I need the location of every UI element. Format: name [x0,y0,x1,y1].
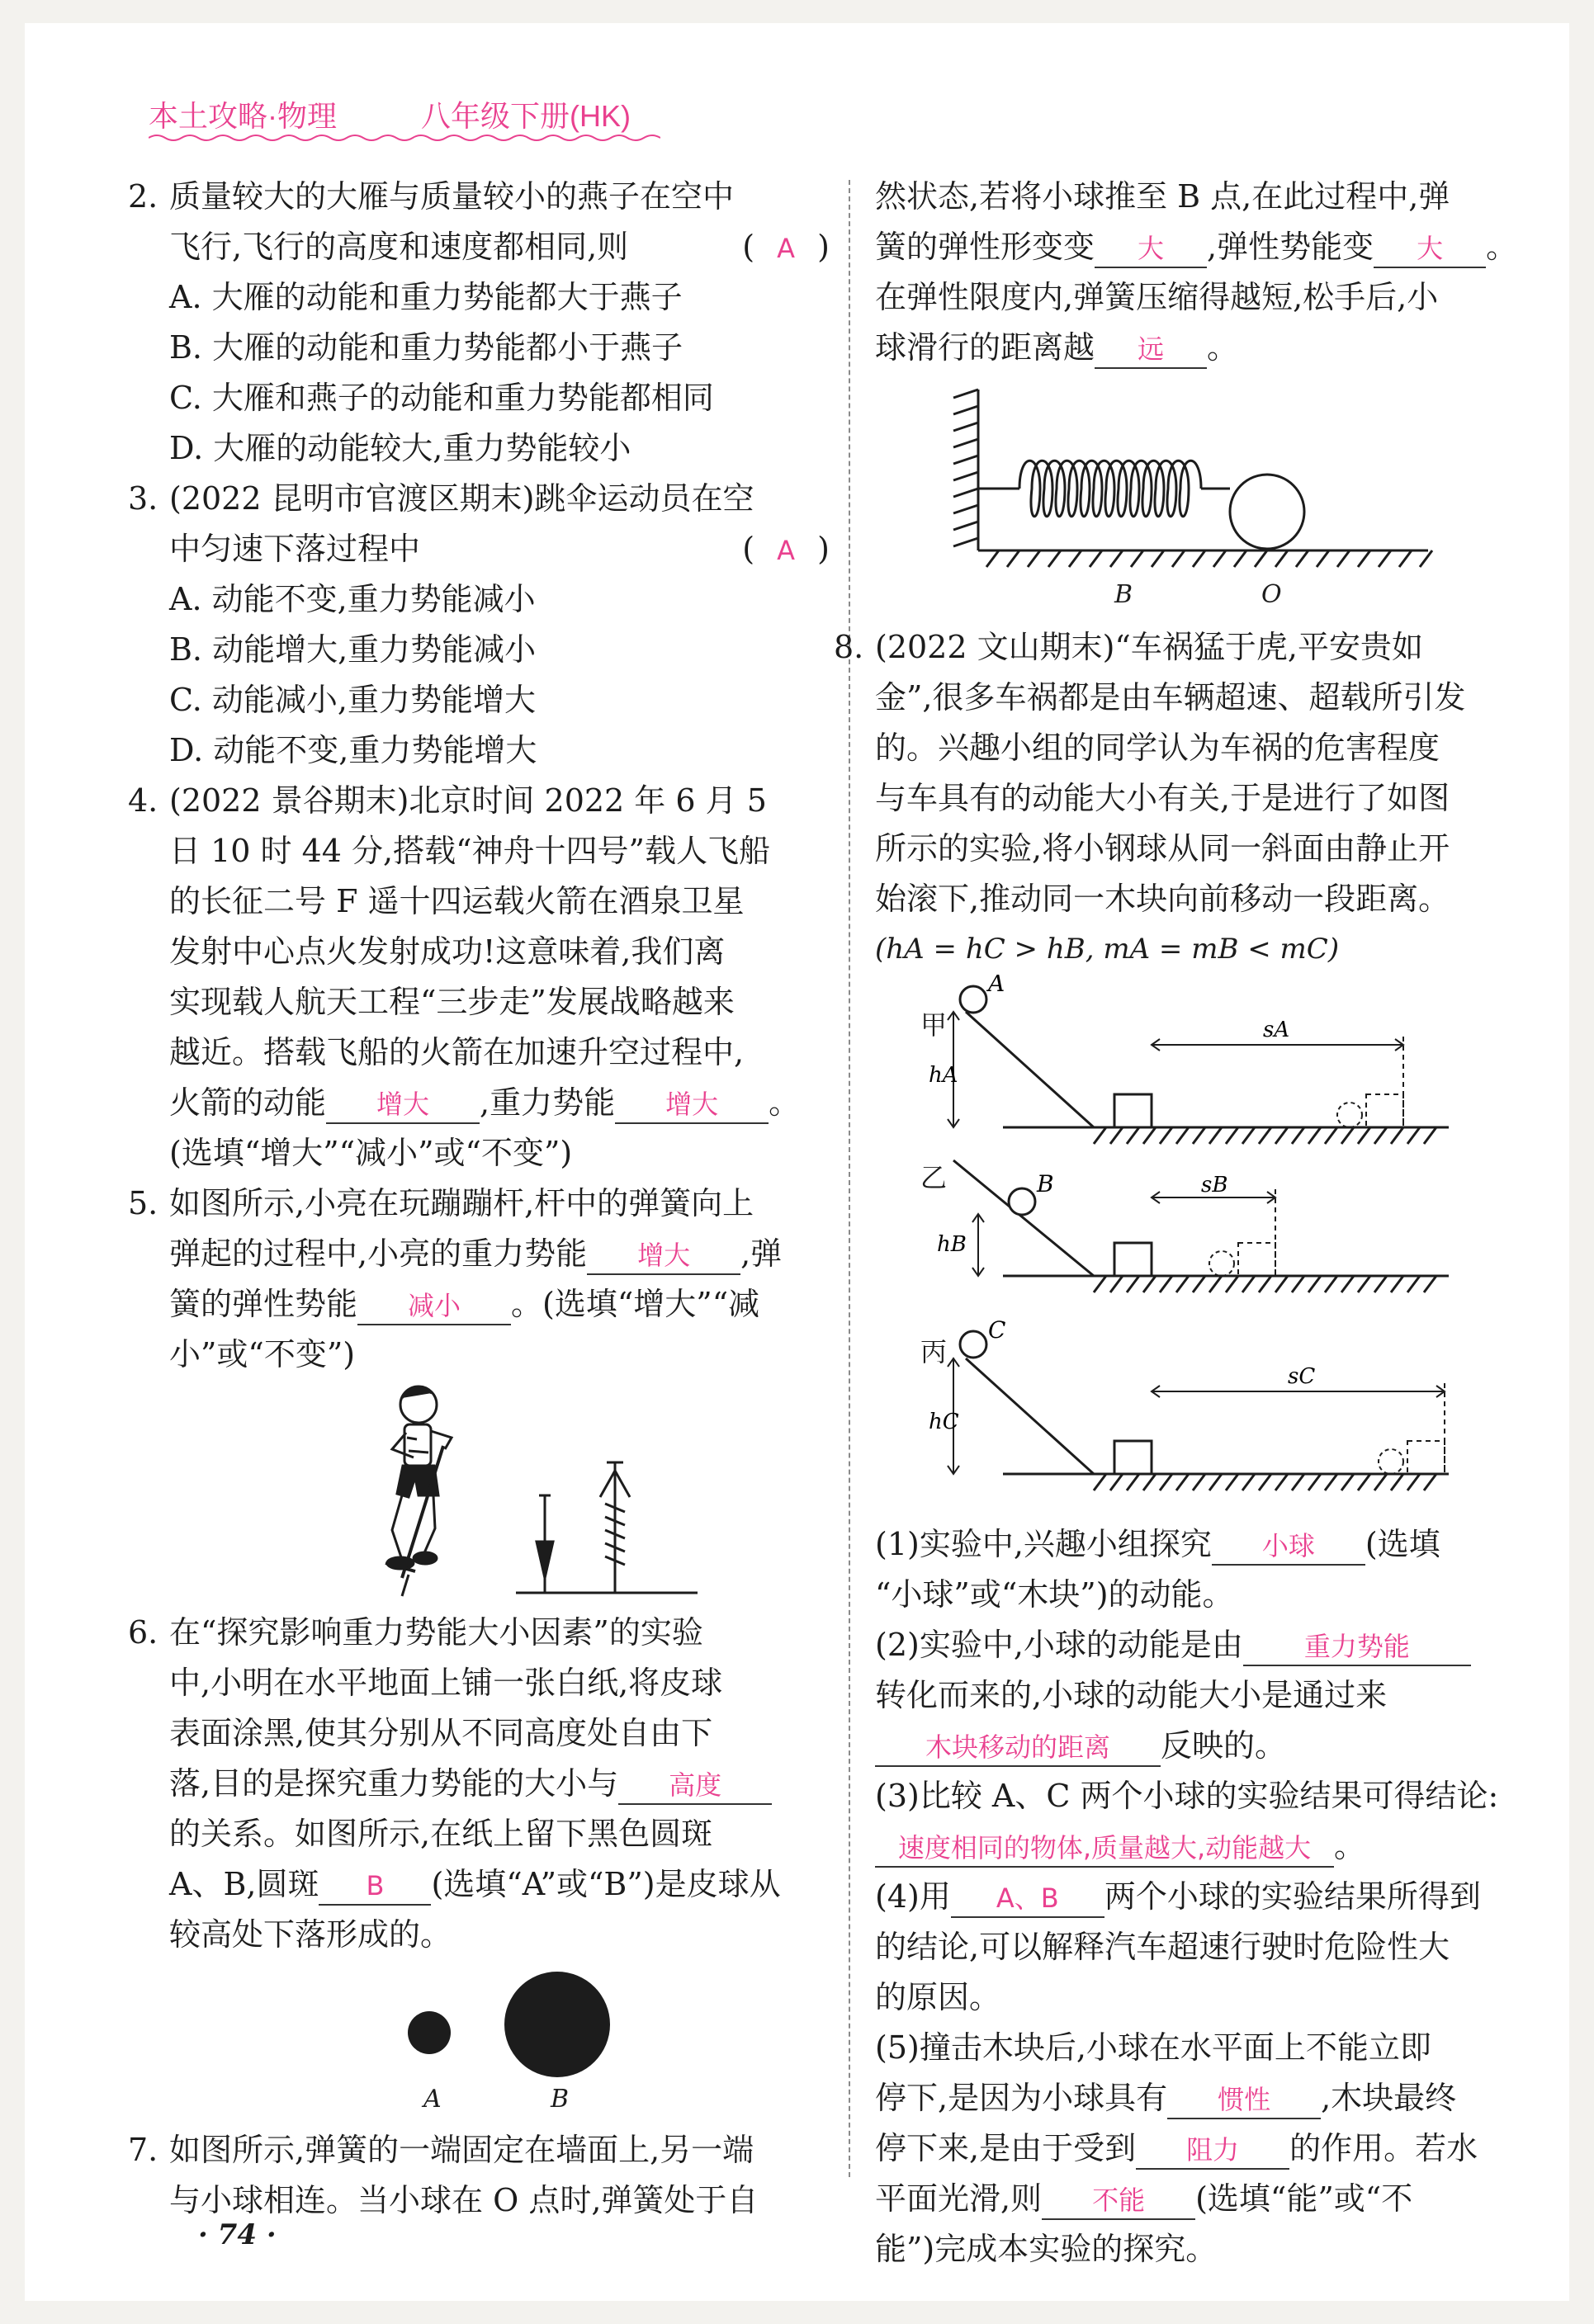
spot-a [408,2011,451,2054]
text-line: 发射中心点火发射成功!这意味着,我们离 [169,933,726,970]
answer-blank: 不能 [1042,2182,1195,2220]
text-line: 中,小明在水平地面上铺一张白纸,将皮球 [169,1665,723,1701]
answer-blank: 惯性 [1167,2081,1321,2119]
text-line: (2022 文山期末)“车祸猛于虎,平安贵如 [875,629,1423,665]
spot-a-label: A [423,2085,442,2114]
answer-blank: 木块移动的距离 [875,1729,1161,1767]
fill-blank-line: (2)实验中,小球的动能是由 重力势能 [875,1620,1535,1670]
text-line: 的。兴趣小组的同学认为车祸的危害程度 [875,730,1440,766]
spots-figure [169,1960,830,2125]
option-d: D. 动能不变,重力势能增大 [169,732,537,768]
condition-formula: (hA = hC > hB, mA = mB < mC) [875,933,1340,966]
right-column [834,172,1535,2274]
text-line: (3)比较 A、C 两个小球的实验结果可得结论: [875,1778,1499,1814]
option-c: C. 大雁和燕子的动能和重力势能都相同 [169,380,714,416]
question-number: 4. [128,782,158,819]
text-line: 然状态,若将小球推至 B 点,在此过程中,弹 [875,178,1450,215]
hint-text: (选填“增大”“减小”或“不变”) [169,1135,573,1171]
fill-blank-line: (4)用 A、B 两个小球的实验结果所得到 [875,1872,1535,1922]
spot-b-label: B [551,2085,570,2114]
answer-blank: 重力势能 [1243,1628,1471,1666]
text-line: 所示的实验,将小钢球从同一斜面由静止开 [875,830,1450,867]
answer-blank: 增大 [326,1086,480,1124]
option-b: B. 动能增大,重力势能减小 [169,631,537,668]
answer-blank: A、B [951,1880,1104,1918]
text-line: 的原因。 [875,1979,1001,2015]
fill-blank-line: 簧的弹性形变变 大 ,弹性势能变 大 。 [875,222,1535,272]
question-number: 3. [128,480,158,517]
fill-blank-line: 球滑行的距离越 远 。 [875,323,1535,373]
answer-blank: 远 [1095,331,1207,369]
text-line: 与车具有的动能大小有关,于是进行了如图 [875,780,1450,816]
question-number: 5. [128,1185,158,1221]
question-6 [128,1608,830,2125]
question-stem-line2: 飞行,飞行的高度和速度都相同,则 ( A ) [169,222,830,272]
choice-answer: A [777,233,796,264]
ball-label: B [1037,1170,1054,1197]
distance-label: sB [1201,1173,1228,1197]
text-line: (2022 景谷期末)北京时间 2022 年 6 月 5 [169,782,767,819]
question-7-continued [875,172,1535,612]
question-7 [128,2125,830,2226]
row-tag: 甲 [920,1009,948,1041]
answer-blank: 增大 [587,1237,740,1275]
ramp-row-bing [920,1316,1449,1490]
height-label: hA [929,1063,958,1088]
fill-blank-line: 停下,是因为小球具有 惯性 ,木块最终 [875,2073,1535,2123]
option-b: B. 大雁的动能和重力势能都小于燕子 [169,329,683,366]
fill-blank-line: A、B,圆斑 B (选填“A”或“B”)是皮球从 [169,1859,830,1910]
ramp-row-jia [920,975,1449,1144]
grade-title: 八年级下册(HK) [421,99,631,133]
distance-label: sA [1263,1018,1290,1042]
fill-blank-line: 火箭的动能 增大 ,重力势能 增大 。 [169,1078,830,1128]
question-5 [128,1179,830,1603]
text-line: 较高处下落形成的。 [169,1916,452,1953]
answer-blank: 大 [1095,230,1207,268]
answer-blank: 增大 [615,1086,769,1124]
answer-blank: 大 [1374,230,1486,268]
text-line: 越近。搭载飞船的火箭在加速升空过程中, [169,1034,745,1070]
question-stem: 质量较大的大雁与质量较小的燕子在空中 [169,178,735,215]
text-line: 与小球相连。当小球在 O 点时,弹簧处于自 [169,2182,759,2218]
spring-figure [875,373,1535,612]
question-2 [128,172,830,474]
text-line: 的关系。如图所示,在纸上留下黑色圆斑 [169,1816,713,1852]
question-number: 7. [128,2132,158,2168]
page-number: · 74 · [198,2218,277,2251]
answer-blank: 阻力 [1136,2132,1289,2170]
text-line: 转化而来的,小球的动能大小是通过来 [875,1677,1388,1713]
question-number: 8. [834,629,864,665]
question-3 [128,474,830,776]
fill-blank-line: 平面光滑,则 不能 (选填“能”或“不 [875,2174,1535,2224]
option-c: C. 动能减小,重力势能增大 [169,682,536,718]
option-a: A. 动能不变,重力势能减小 [169,581,536,617]
choice-answer: A [777,535,796,566]
fill-blank-line: 簧的弹性势能 减小 。(选填“增大”“减 [169,1279,830,1330]
ball-label: A [988,975,1005,997]
point-o-label: O [1261,580,1282,609]
answer-blank: 减小 [357,1287,511,1325]
row-tag: 乙 [920,1162,948,1193]
spot-b [504,1972,610,2077]
fill-blank-line: 弹起的过程中,小亮的重力势能 增大 ,弹 [169,1229,830,1279]
ramp-experiment-figure [875,975,1535,1519]
text-line: 金”,很多车祸都是由车辆超速、超载所引发 [875,679,1466,716]
question-number: 6. [128,1614,158,1651]
row-tag: 丙 [920,1336,948,1367]
distance-label: sC [1288,1364,1316,1389]
text-line: (5)撞击木块后,小球在水平面上不能立即 [875,2029,1431,2066]
text-line: 的结论,可以解释汽车超速行驶时危险性大 [875,1929,1450,1965]
text-line: 实现载人航天工程“三步走”发展战略越来 [169,984,735,1020]
text-line: 的长征二号 F 遥十四运载火箭在酒泉卫星 [169,883,745,919]
fill-blank-line: 木块移动的距离 反映的。 [875,1721,1535,1771]
text-line: 如图所示,小亮在玩蹦蹦杆,杆中的弹簧向上 [169,1185,754,1221]
pogo-stick-figure [169,1380,830,1603]
fill-blank-line: 停下来,是由于受到 阻力 的作用。若水 [875,2123,1535,2174]
answer-blank: 小球 [1212,1528,1365,1566]
answer-blank: 高度 [618,1767,772,1805]
question-stem: (2022 昆明市官渡区期末)跳伞运动员在空 [169,480,754,517]
option-d: D. 大雁的动能较大,重力势能较小 [169,430,631,466]
ball-label: C [988,1316,1006,1344]
text-line: 小”或“不变”) [169,1336,356,1372]
point-b-label: B [1114,580,1133,609]
question-8 [834,622,1535,2274]
series-title: 本土攻略·物理 [149,99,337,133]
height-label: hC [929,1410,959,1434]
header-wavy-underline [149,133,660,143]
text-line: 始滚下,推动同一木块向前移动一段距离。 [875,881,1450,917]
question-4 [128,776,830,1179]
column-divider [849,180,850,2177]
text-line: “小球”或“木块”)的动能。 [875,1576,1234,1613]
text-line: 日 10 时 44 分,搭载“神舟十四号”载人飞船 [169,833,770,869]
left-column [128,172,830,2226]
text-line: 能”)完成本实验的探究。 [875,2231,1218,2267]
fill-blank-line: 落,目的是探究重力势能的大小与 高度 [169,1759,830,1809]
text-line: 在弹性限度内,弹簧压缩得越短,松手后,小 [875,279,1439,315]
answer-blank: B [319,1868,431,1906]
option-a: A. 大雁的动能和重力势能都大于燕子 [169,279,683,315]
text-line: 在“探究影响重力势能大小因素”的实验 [169,1614,703,1651]
fill-blank-line: 速度相同的物体,质量越大,动能越大 。 [875,1821,1535,1872]
answer-blank: 速度相同的物体,质量越大,动能越大 [875,1830,1334,1868]
fill-blank-line: (1)实验中,兴趣小组探究 小球 (选填 [875,1519,1535,1570]
question-number: 2. [128,178,158,215]
question-stem-line2: 中匀速下落过程中 ( A ) [169,524,830,574]
page [25,23,1569,2301]
text-line: 表面涂黑,使其分别从不同高度处自由下 [169,1715,713,1751]
ramp-row-yi [920,1160,1449,1292]
text-line: 如图所示,弹簧的一端固定在墙面上,另一端 [169,2132,754,2168]
height-label: hB [937,1232,967,1257]
